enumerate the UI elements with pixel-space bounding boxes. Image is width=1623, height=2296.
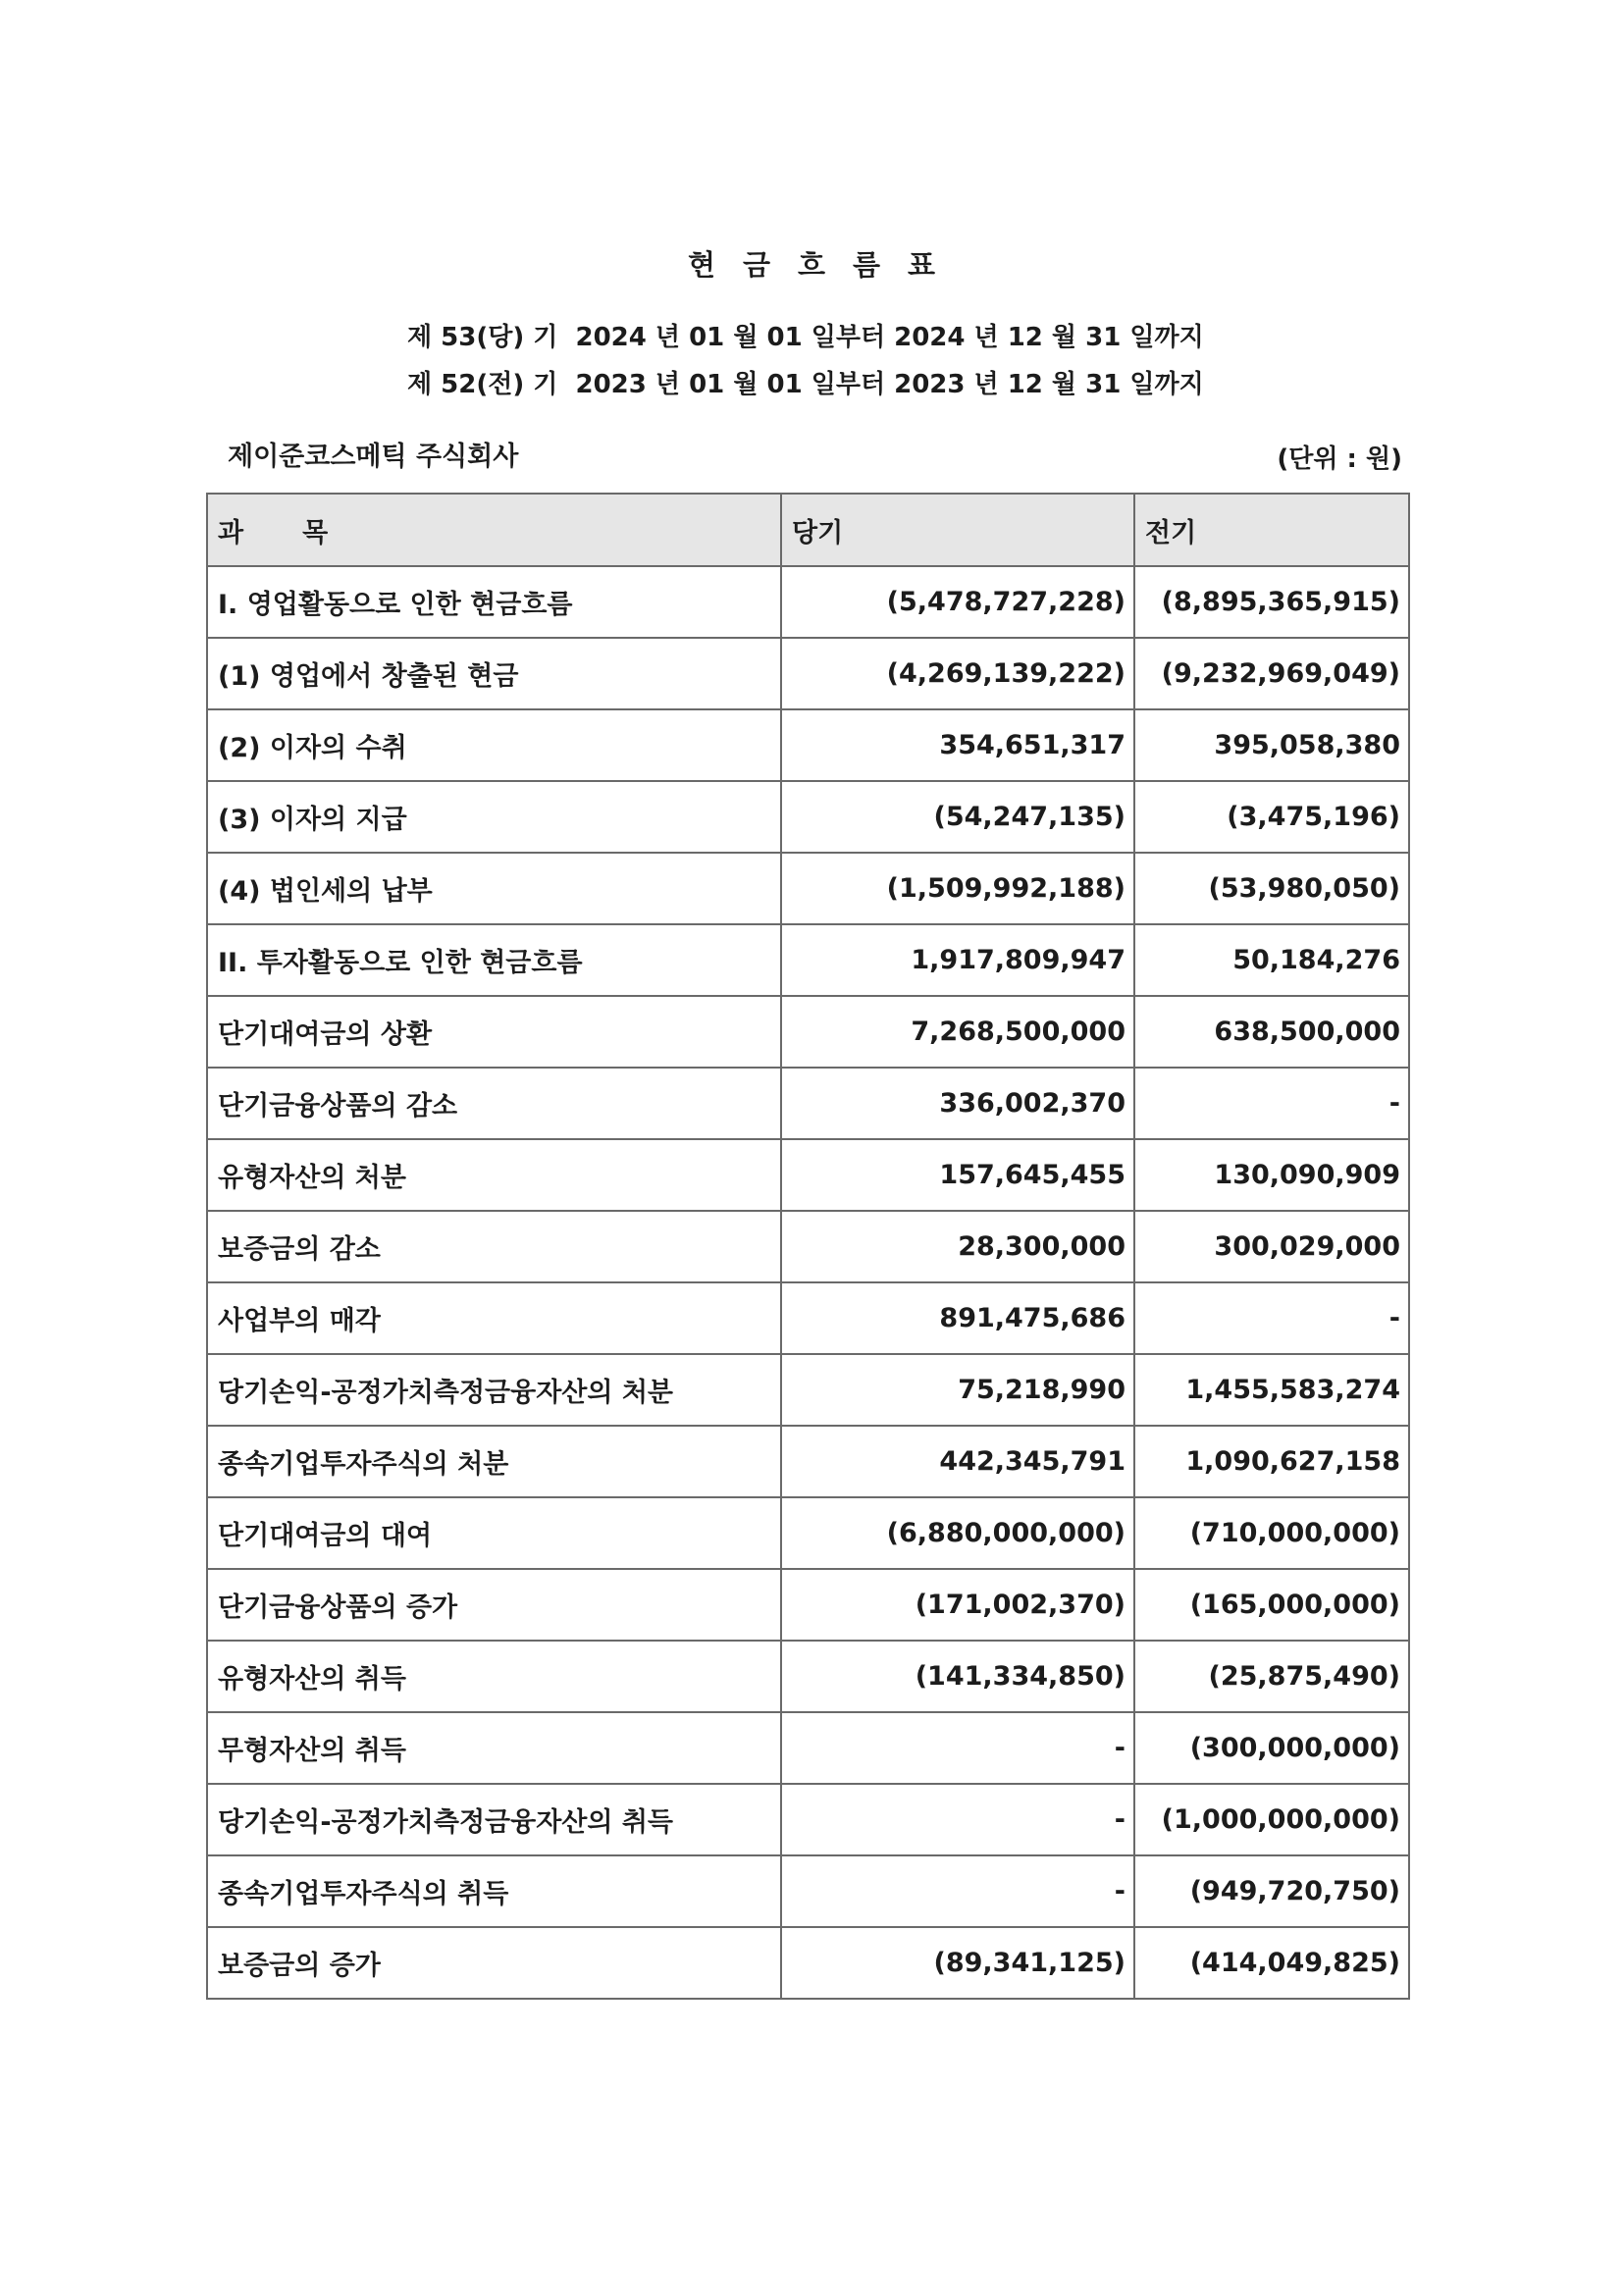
period-prior: 제 52(전) 기 2023 년 01 월 01 일부터 2023 년 12 월 31 일까지	[407, 370, 1204, 399]
row-prior-value: (25,875,490)	[1134, 1641, 1409, 1712]
row-current-value: 891,475,686	[781, 1282, 1134, 1354]
row-current-value: 336,002,370	[781, 1068, 1134, 1139]
table-row	[207, 1855, 1409, 1927]
row-current-value: (89,341,125)	[781, 1927, 1134, 1999]
row-prior-value: 1,090,627,158	[1134, 1426, 1409, 1497]
row-label: 무형자산의 취득	[207, 1712, 781, 1784]
row-label: 유형자산의 처분	[207, 1139, 781, 1211]
table-row	[207, 566, 1409, 638]
table-row	[207, 1282, 1409, 1354]
table-row	[207, 1497, 1409, 1569]
row-label: (3) 이자의 지급	[207, 781, 781, 853]
row-prior-value: (9,232,969,049)	[1134, 638, 1409, 709]
header-subject	[207, 494, 781, 566]
cash-flow-table	[206, 493, 1410, 2000]
row-prior-value: (300,000,000)	[1134, 1712, 1409, 1784]
row-prior-value: (710,000,000)	[1134, 1497, 1409, 1569]
table-row	[207, 996, 1409, 1068]
table-row	[207, 1712, 1409, 1784]
table-row	[207, 1784, 1409, 1855]
table-row	[207, 1927, 1409, 1999]
row-current-value: -	[781, 1855, 1134, 1927]
row-current-value: 7,268,500,000	[781, 996, 1134, 1068]
header-subject-b: 목	[302, 517, 329, 548]
row-prior-value: (165,000,000)	[1134, 1569, 1409, 1641]
row-label: 당기손익-공정가치측정금융자산의 처분	[207, 1354, 781, 1426]
row-label: II. 투자활동으로 인한 현금흐름	[207, 924, 781, 996]
row-current-value: (54,247,135)	[781, 781, 1134, 853]
company-name: 제이준코스메틱 주식회사	[228, 442, 519, 472]
header-prior: 전기	[1134, 494, 1409, 566]
row-current-value: (171,002,370)	[781, 1569, 1134, 1641]
table-body	[207, 566, 1409, 1999]
row-current-value: (1,509,992,188)	[781, 853, 1134, 924]
table-header-row	[207, 494, 1409, 566]
table-row	[207, 1211, 1409, 1282]
header-current: 당기	[781, 494, 1134, 566]
table-row	[207, 1068, 1409, 1139]
row-prior-value: -	[1134, 1282, 1409, 1354]
row-current-value: 157,645,455	[781, 1139, 1134, 1211]
row-current-value: 442,345,791	[781, 1426, 1134, 1497]
row-label: (2) 이자의 수취	[207, 709, 781, 781]
table-row	[207, 1139, 1409, 1211]
row-label: I. 영업활동으로 인한 현금흐름	[207, 566, 781, 638]
row-prior-value: 1,455,583,274	[1134, 1354, 1409, 1426]
table-row	[207, 1426, 1409, 1497]
row-prior-value: 50,184,276	[1134, 924, 1409, 996]
document-title: 현금흐름표	[687, 248, 964, 282]
row-label: 당기손익-공정가치측정금융자산의 취득	[207, 1784, 781, 1855]
row-label: 유형자산의 취득	[207, 1641, 781, 1712]
table-row	[207, 924, 1409, 996]
header-subject-a: 과	[218, 517, 244, 548]
table-row	[207, 638, 1409, 709]
row-current-value: 75,218,990	[781, 1354, 1134, 1426]
row-prior-value: 395,058,380	[1134, 709, 1409, 781]
row-prior-value: 638,500,000	[1134, 996, 1409, 1068]
table-row	[207, 781, 1409, 853]
row-current-value: 28,300,000	[781, 1211, 1134, 1282]
row-label: 보증금의 감소	[207, 1211, 781, 1282]
unit-label: (단위 : 원)	[1277, 444, 1402, 474]
row-prior-value: 300,029,000	[1134, 1211, 1409, 1282]
row-current-value: (4,269,139,222)	[781, 638, 1134, 709]
row-current-value: -	[781, 1784, 1134, 1855]
row-label: 사업부의 매각	[207, 1282, 781, 1354]
row-prior-value: (8,895,365,915)	[1134, 566, 1409, 638]
row-prior-value: (414,049,825)	[1134, 1927, 1409, 1999]
table-row	[207, 853, 1409, 924]
table-row	[207, 1569, 1409, 1641]
row-prior-value: (53,980,050)	[1134, 853, 1409, 924]
row-prior-value: (949,720,750)	[1134, 1855, 1409, 1927]
row-label: 종속기업투자주식의 처분	[207, 1426, 781, 1497]
row-current-value: 354,651,317	[781, 709, 1134, 781]
row-current-value: 1,917,809,947	[781, 924, 1134, 996]
row-label: (4) 법인세의 납부	[207, 853, 781, 924]
row-label: 보증금의 증가	[207, 1927, 781, 1999]
row-label: 단기대여금의 상환	[207, 996, 781, 1068]
row-prior-value: 130,090,909	[1134, 1139, 1409, 1211]
row-prior-value: (1,000,000,000)	[1134, 1784, 1409, 1855]
row-label: 종속기업투자주식의 취득	[207, 1855, 781, 1927]
row-current-value: (141,334,850)	[781, 1641, 1134, 1712]
row-prior-value: (3,475,196)	[1134, 781, 1409, 853]
row-current-value: (6,880,000,000)	[781, 1497, 1134, 1569]
table-row	[207, 709, 1409, 781]
table-row	[207, 1354, 1409, 1426]
table-row	[207, 1641, 1409, 1712]
row-current-value: (5,478,727,228)	[781, 566, 1134, 638]
row-prior-value: -	[1134, 1068, 1409, 1139]
period-current: 제 53(당) 기 2024 년 01 월 01 일부터 2024 년 12 월 31 일까지	[407, 323, 1204, 352]
row-label: 단기금융상품의 감소	[207, 1068, 781, 1139]
row-label: 단기금융상품의 증가	[207, 1569, 781, 1641]
row-label: (1) 영업에서 창출된 현금	[207, 638, 781, 709]
row-label: 단기대여금의 대여	[207, 1497, 781, 1569]
row-current-value: -	[781, 1712, 1134, 1784]
